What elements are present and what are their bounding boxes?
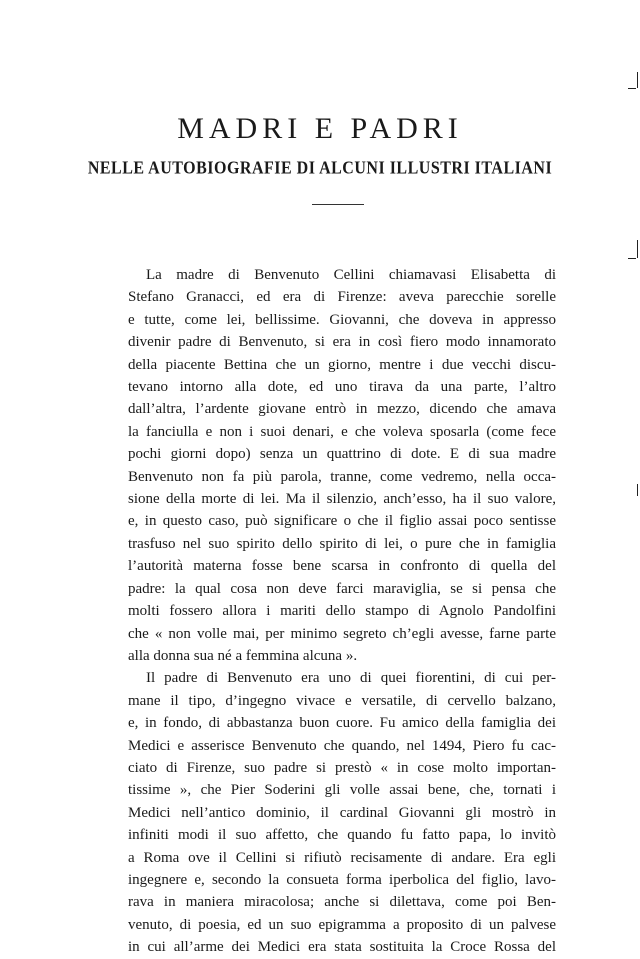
text-line: in cui all’arme dei Medici era stata sostituita la Croce Rossa del — [128, 939, 556, 956]
title-divider — [312, 204, 364, 205]
text-line: trasfuso nel suo spirito dello spirito di lei, o pure che in famiglia — [128, 535, 556, 552]
scan-edge-mark — [637, 484, 638, 496]
scan-edge-mark — [628, 88, 636, 89]
text-line: infiniti modi il suo affetto, che quando fu fatto papa, lo invitò — [128, 827, 556, 844]
text-line: ciato di Firenze, suo padre si prestò « in cose molto importan- — [128, 759, 556, 776]
text-line: sione della morte di lei. Ma il silenzio, anch’esso, ha il suo valore, — [128, 491, 556, 508]
text-line: la fanciulla e non i suoi denari, e che voleva sposarla (come fece — [128, 423, 556, 440]
scan-edge-mark — [628, 258, 636, 259]
text-line: molti fossero allora i mariti dello stampo di Agnolo Pandolfini — [128, 603, 556, 620]
chapter-subtitle: NELLE AUTOBIOGRAFIE DI ALCUNI ILLUSTRI ITALIANI — [87, 158, 553, 179]
text-line: Il padre di Benvenuto era uno di quei fiorentini, di cui per- — [146, 670, 556, 687]
text-line: pochi giorni dopo) senza un quattrino di dote. E di sua madre — [128, 446, 556, 463]
text-line: Stefano Granacci, ed era di Firenze: aveva parecchie sorelle — [128, 289, 556, 306]
text-line: della piacente Bettina che un giorno, mentre i due vecchi discu- — [128, 356, 556, 373]
text-line: mane il tipo, d’ingegno vivace e versatile, di cervello balzano, — [128, 692, 556, 709]
text-line: che « non volle mai, per minimo segreto ch’egli avesse, farne parte — [128, 625, 556, 642]
text-line: padre: la qual cosa non deve farci maraviglia, se si pensa che — [128, 580, 556, 597]
text-line: tissime », che Pier Soderini gli volle assai bene, che, tornati i — [128, 782, 556, 799]
text-line: Medici nell’antico dominio, il cardinal Giovanni gli mostrò in — [128, 804, 556, 821]
text-line: ingegnere e, secondo la consueta forma iperbolica del figlio, lavo- — [128, 871, 556, 888]
chapter-title: MADRI E PADRI — [177, 112, 463, 145]
text-line: alla donna sua né a femmina alcuna ». — [128, 647, 358, 664]
text-line: a Roma ove il Cellini si rifiutò recisamente di andare. Era egli — [128, 849, 556, 866]
text-line: La madre di Benvenuto Cellini chiamavasi Elisabetta di — [146, 267, 556, 283]
text-line: rava in maniera miracolosa; anche si dilettava, come poi Ben- — [128, 894, 556, 911]
body-text — [128, 264, 556, 959]
text-line: e tutte, come lei, bellissime. Giovanni, che doveva in appresso — [128, 311, 556, 328]
scan-edge-mark — [637, 240, 638, 258]
scan-edge-mark — [637, 72, 638, 88]
text-line: tevano intorno alla dote, ed uno tirava da una parte, l’altro — [128, 379, 556, 396]
text-line: divenir padre di Benvenuto, si era in così fiero modo innamorato — [128, 334, 556, 351]
text-line: e, in fondo, di abbastanza buon cuore. Fu amico della famiglia dei — [128, 715, 556, 732]
text-line: l’autorità materna fosse bene scarsa in confronto di quella del — [128, 558, 556, 575]
text-line: Benvenuto non fa più parola, tranne, come vedremo, nella occa- — [128, 468, 556, 485]
text-line: dall’altra, l’ardente giovane entrò in mezzo, dicendo che amava — [128, 401, 556, 418]
text-line: venuto, di poesia, ed un suo epigramma a proposito di un palvese — [128, 916, 556, 933]
text-line: Medici e asserisce Benvenuto che quando, nel 1494, Piero fu cac- — [128, 737, 556, 754]
text-line: e, in questo caso, può significare o che il figlio assai poco sentisse — [128, 513, 556, 530]
